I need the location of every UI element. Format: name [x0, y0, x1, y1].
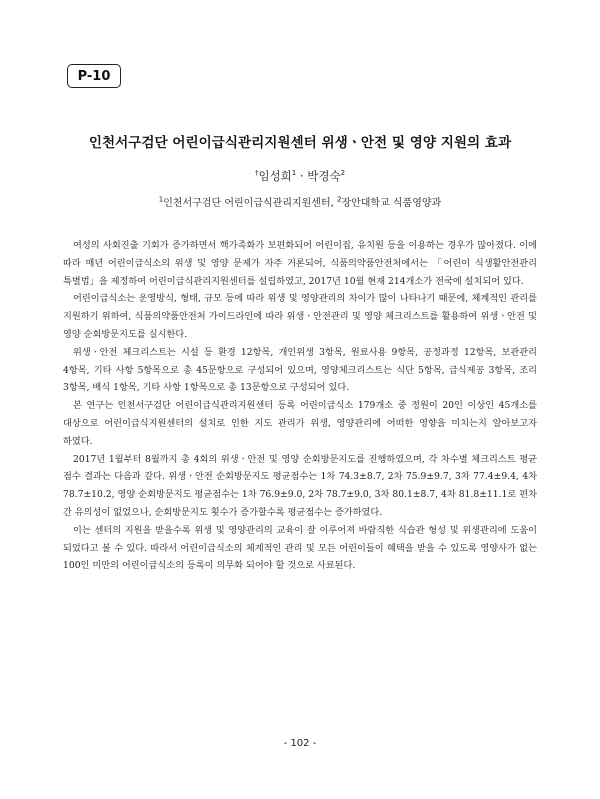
paragraph: 이는 센터의 지원을 받을수록 위생 및 영양관리의 교육이 잘 이루어져 바람직한 식습관 형성 및 위생관리에 도움이 되었다고 볼 수 있다. 따라서 어린이급식소의 체계적인 관리 및 모든 어린이들이 혜택을 받을 수 있도록 영양사가 없는 100인 미만의 어린이급식소의 등록이 의무화 되어야 할 것으로 사료된다.: [63, 524, 537, 572]
paper-title: 인천서구검단 어린이급식관리지원센터 위생ㆍ안전 및 영양 지원의 효과: [88, 135, 512, 151]
author-affil-mark-1: 1: [291, 169, 297, 178]
corresponding-mark: †: [254, 169, 259, 178]
author-affil-mark-2: 2: [340, 169, 346, 178]
author-name-1: 임성희: [258, 169, 292, 183]
abstract-body: [63, 237, 537, 575]
affiliation-1: 인천서구검단 어린이급식관리지원센터,: [163, 198, 337, 209]
author-line: [0, 168, 600, 184]
author-separator: ·: [296, 169, 308, 183]
page-number: - 102 -: [283, 738, 317, 749]
affiliation-2: 장안대학교 식품영양과: [341, 198, 442, 209]
paragraph: 여성의 사회진출 기회가 증가하면서 핵가족화가 보편화되어 어린이집, 유치원 등을 이용하는 경우가 많아졌다. 이에 따라 매년 어린이급식소의 위생 및 영양 문제가 자주 거론되어, 식품의약품안전처에서는 「어린이 식생활안전관리 특별법」을 제정하여 어린이급식관리지원센터를 설립하였고, 2017년 10월 현재 214개소가 전국에 설치되어 있다.: [63, 240, 537, 287]
session-badge: P-10: [67, 64, 121, 88]
affiliation-line: [0, 194, 600, 209]
affil-mark-1: 1: [158, 195, 164, 204]
paragraph: 본 연구는 인천서구검단 어린이급식관리지원센터 등록 어린이급식소 179개소 중 정원이 20인 이상인 45개소를 대상으로 어린이급식지원센터의 설치로 인한 지도 관리가 위생, 영양관리에 어떠한 영향을 미치는지 알아보고자 하였다.: [63, 400, 537, 447]
paragraph: 위생ㆍ안전 체크리스트는 시설 등 환경 12항목, 개인위생 3항목, 원료사용 9항목, 공정과정 12항목, 보관관리 4항목, 기타 사항 5항목으로 총 45문항으로 구성되어 있으며, 영양체크리스트는 식단 5항목, 급식제공 3항목, 조리 3항목, 배식 1항목, 기타 사항 1항목으로 총 13문항으로 구성되어 있다.: [63, 346, 537, 394]
paragraph: 어린이급식소는 운영방식, 형태, 규모 등에 따라 위생 및 영양관리의 차이가 많이 나타나기 때문에, 체계적인 관리를 지원하기 위하여, 식품의약품안전처 가이드라인에 따라 위생ㆍ안전관리 및 영양 체크리스트를 활용하여 위생ㆍ안전 및 영양 순회방문지도를 실시한다.: [63, 293, 537, 340]
author-name-2: 박경숙: [307, 169, 341, 183]
paragraph: 2017년 1월부터 8월까지 총 4회의 위생ㆍ안전 및 영양 순회방문지도를 진행하였으며, 각 차수별 체크리스트 평균 점수 결과는 다음과 같다. 위생ㆍ안전 순회방문지도 평균점수는 1차 74.3±8.7, 2차 75.9±9.7, 3차 77.4±9.4, 4차 78.7±10.2, 영양 순회방문지도 평균점수는 1차 76.9±9.0, 2차 78.7±9.0, 3차 80.1±8.7, 4차 81.8±11.1로 편차 간 유의성이 없었으나, 순회방문지도 횟수가 증가할수록 평균점수는 증가하였다.: [63, 453, 537, 518]
affil-mark-2: 2: [336, 195, 342, 204]
